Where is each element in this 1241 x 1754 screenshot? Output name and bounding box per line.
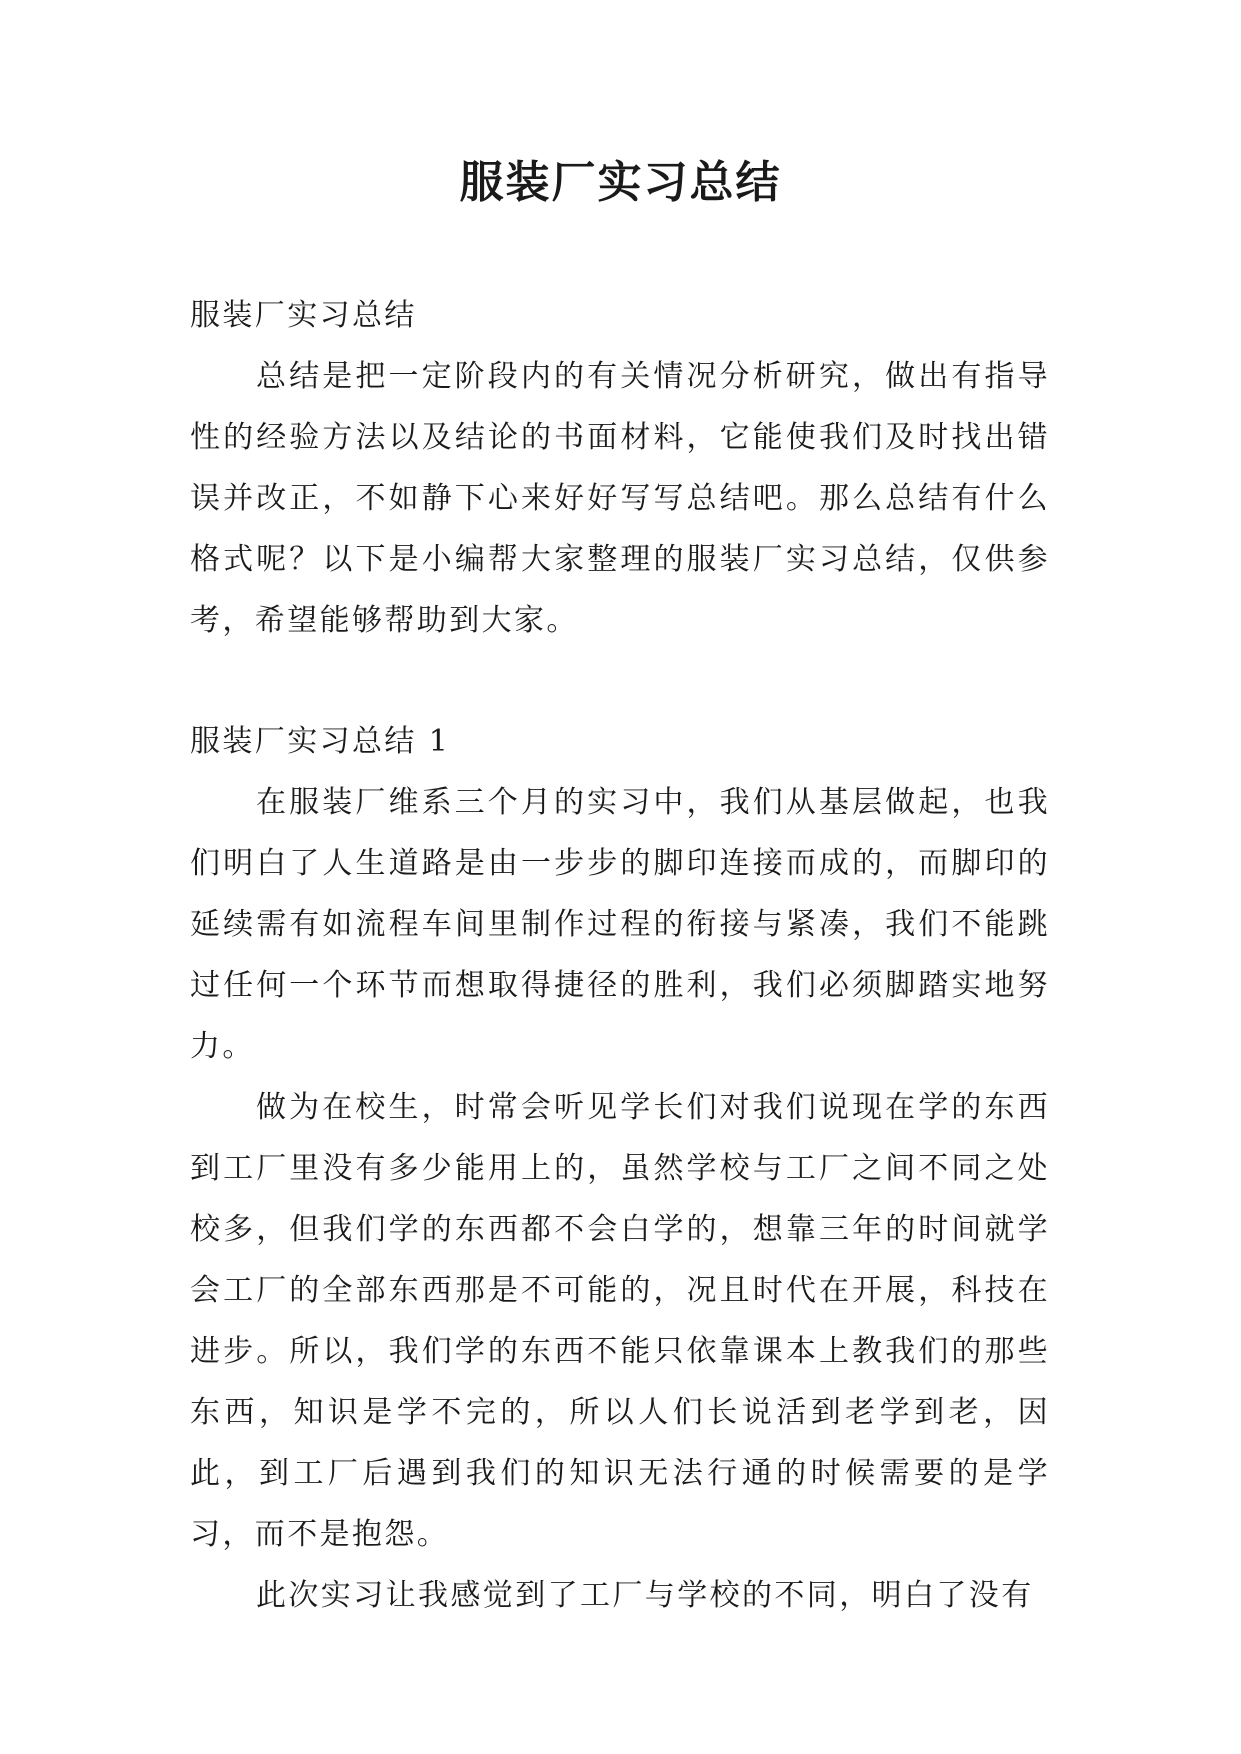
section-paragraph-3: 此次实习让我感觉到了工厂与学校的不同，明白了没有 [256, 1578, 1034, 1613]
section-paragraph-1: 在服装厂维系三个月的实习中，我们从基层做起，也我们明白了人生道路是由一步步的脚印连接而成的，而脚印的延续需有如流程车间里制作过程的衔接与紧凑，我们不能跳过任何一个环节而想取得捷径的胜利，我们必须脚踏实地努力。 [190, 785, 1050, 1064]
section-spacer [190, 651, 1050, 711]
document-title: 服装厂实习总结 [459, 157, 782, 208]
section-heading: 服装厂实习总结 1 [190, 724, 451, 759]
intro-paragraph: 总结是把一定阶段内的有关情况分析研究，做出有指导性的经验方法以及结论的书面材料，它能使我们及时找出错误并改正，不如静下心来好好写写总结吧。那么总结有什么格式呢？以下是小编帮大家整理的服装厂实习总结，仅供参考，希望能够帮助到大家。 [190, 359, 1050, 638]
document-body [190, 285, 1050, 1626]
intro-heading: 服装厂实习总结 [190, 298, 417, 333]
section-paragraph-2: 做为在校生，时常会听见学长们对我们说现在学的东西到工厂里没有多少能用上的，虽然学校与工厂之间不同之处校多，但我们学的东西都不会白学的，想靠三年的时间就学会工厂的全部东西那是不可能的，况且时代在开展，科技在进步。所以，我们学的东西不能只依靠课本上教我们的那些东西，知识是学不完的，所以人们长说活到老学到老，因此，到工厂后遇到我们的知识无法行通的时候需要的是学习，而不是抱怨。 [190, 1090, 1050, 1552]
